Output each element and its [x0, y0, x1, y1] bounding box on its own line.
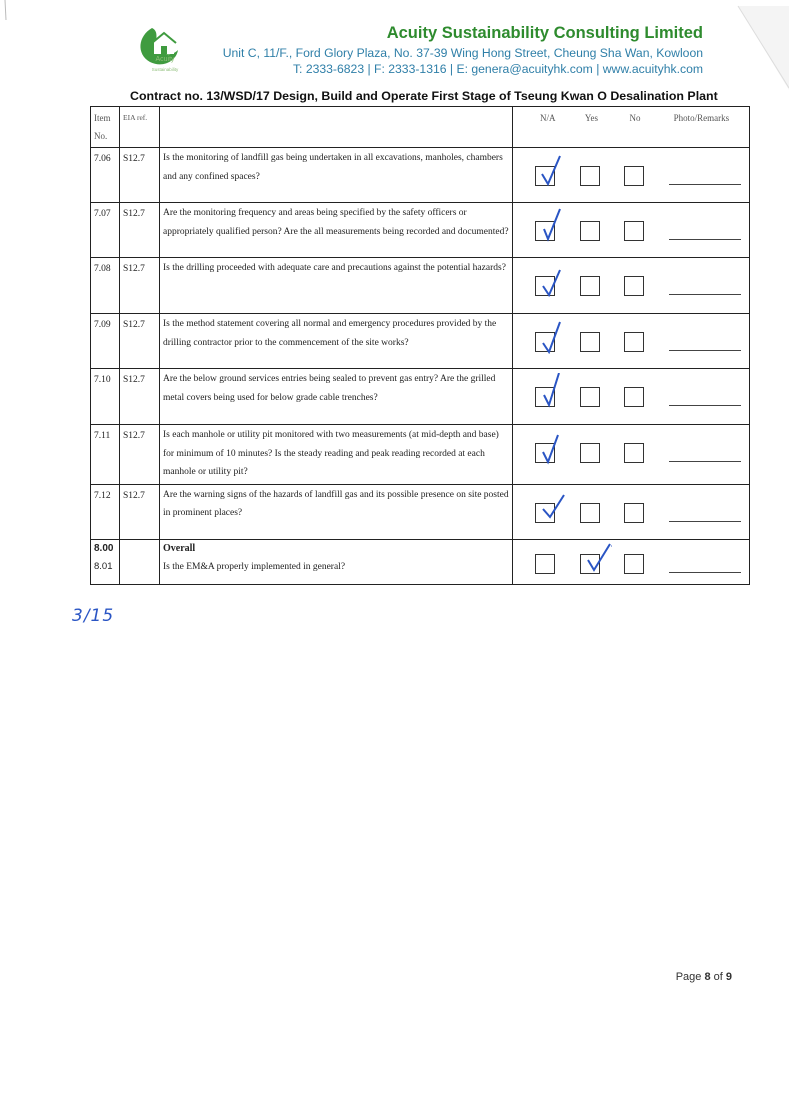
check-mark-icon	[538, 489, 566, 525]
response-options	[516, 205, 746, 235]
response-header	[513, 107, 750, 148]
yes-checkbox[interactable]	[580, 221, 600, 241]
yes-checkbox[interactable]	[580, 276, 600, 296]
response-options	[516, 371, 746, 401]
no-checkbox[interactable]	[624, 503, 644, 523]
response-options	[516, 316, 746, 346]
response-cell	[513, 258, 750, 314]
logo-text: Acuity	[155, 56, 175, 63]
eia-ref: S12.7	[120, 369, 160, 425]
check-mark-icon	[538, 262, 566, 298]
na-checkbox[interactable]	[535, 554, 555, 574]
eia-ref: S12.7	[120, 148, 160, 203]
table-row	[91, 258, 750, 314]
question-text: Are the warning signs of the hazards of landfill gas and its possible presence on site posted in prominent places?	[160, 484, 513, 539]
table-row	[91, 314, 750, 369]
question-text: Is the method statement covering all normal and emergency procedures provided by the drilling contractor prior to the commencement of the site works?	[160, 314, 513, 369]
question-text: Is the drilling proceeded with adequate care and precautions against the potential hazards?	[160, 258, 513, 314]
table-row	[91, 484, 750, 539]
eia-ref: S12.7	[120, 425, 160, 485]
eia-ref: S12.7	[120, 258, 160, 314]
eia-ref: S12.7	[120, 314, 160, 369]
contract-title: Contract no. 13/WSD/17 Design, Build and Operate First Stage of Tseung Kwan O Desalination Plant	[130, 89, 718, 103]
no-checkbox[interactable]	[624, 332, 644, 352]
company-contact: T: 2333-6823 | F: 2333-1316 | E: genera@acuityhk.com | www.acuityhk.com	[292, 62, 703, 76]
no-checkbox[interactable]	[624, 276, 644, 296]
yes-header: Yes	[584, 113, 598, 123]
item-no: 7.12	[91, 484, 120, 539]
page-total: 9	[725, 971, 732, 983]
response-cell	[513, 425, 750, 485]
response-cell	[513, 203, 750, 258]
eia-ref: S12.7	[120, 203, 160, 258]
question-text: Is each manhole or utility pit monitored with two measurements (at mid-depth and base) for minimum of 10 minutes? Is the steady reading and peak reading recorded at each manhole or utility pit?	[160, 425, 513, 485]
eia-ref-header: EIA ref.	[120, 107, 160, 148]
item-no-header	[91, 107, 120, 148]
table-row-overall	[91, 539, 750, 584]
check-mark-icon	[538, 429, 566, 465]
check-mark-icon	[538, 152, 566, 188]
yes-checkbox[interactable]	[580, 387, 600, 407]
no-checkbox[interactable]	[624, 221, 644, 241]
no-header: No	[629, 113, 641, 123]
response-cell	[513, 148, 750, 203]
check-mark-icon	[538, 318, 566, 354]
page-current: 8	[704, 971, 711, 983]
table-row	[91, 148, 750, 203]
page-prefix: Page	[675, 971, 705, 983]
table-row	[91, 203, 750, 258]
response-options	[516, 487, 746, 517]
handwritten-note: 3/15	[72, 606, 115, 626]
logo-subtext: Sustainability	[151, 67, 179, 72]
remarks-line[interactable]	[669, 572, 741, 573]
item-no: 7.11	[91, 425, 120, 485]
table-row	[91, 369, 750, 425]
response-options	[516, 260, 746, 290]
check-mark-icon	[538, 207, 566, 243]
section-number: 8.00	[94, 542, 114, 554]
response-cell	[513, 314, 750, 369]
item-header-line1: Item	[94, 113, 111, 123]
response-options	[516, 150, 746, 180]
remarks-line[interactable]	[669, 461, 741, 462]
item-no: 7.09	[91, 314, 120, 369]
remarks-line[interactable]	[669, 239, 741, 240]
remarks-header: Photo/Remarks	[673, 113, 730, 123]
company-logo	[132, 24, 196, 82]
remarks-line[interactable]	[669, 405, 741, 406]
no-checkbox[interactable]	[624, 443, 644, 463]
response-cell	[513, 369, 750, 425]
remarks-line[interactable]	[669, 521, 741, 522]
item-no: 7.08	[91, 258, 120, 314]
company-name: Acuity Sustainability Consulting Limited	[386, 24, 703, 42]
question-text: Is the monitoring of landfill gas being undertaken in all excavations, manholes, chambers and any confined spaces?	[160, 148, 513, 203]
question-header	[160, 107, 513, 148]
remarks-line[interactable]	[669, 350, 741, 351]
item-no: 7.06	[91, 148, 120, 203]
yes-checkbox[interactable]	[580, 332, 600, 352]
eia-ref: S12.7	[120, 484, 160, 539]
sub-item-number: 8.01	[94, 560, 113, 572]
checklist-table	[90, 106, 750, 585]
no-checkbox[interactable]	[624, 166, 644, 186]
response-cell	[513, 484, 750, 539]
page-middle: of	[710, 971, 726, 983]
overall-question: Is the EM&A properly implemented in general?	[163, 561, 346, 572]
check-mark-icon	[584, 538, 612, 574]
section-title: Overall	[163, 542, 196, 554]
yes-checkbox[interactable]	[580, 443, 600, 463]
response-options	[516, 427, 746, 457]
no-checkbox[interactable]	[624, 387, 644, 407]
item-no	[91, 539, 120, 584]
yes-checkbox[interactable]	[580, 503, 600, 523]
question-text	[160, 539, 513, 584]
eia-ref	[120, 539, 160, 584]
question-text: Are the monitoring frequency and areas being specified by the safety officers or appropriately qualified person? Are the all measurements being recorded and documented?	[160, 203, 513, 258]
table-header-row	[91, 107, 750, 148]
company-address: Unit C, 11/F., Ford Glory Plaza, No. 37-39 Wing Hong Street, Cheung Sha Wan, Kowloon	[222, 46, 703, 60]
yes-checkbox[interactable]	[580, 166, 600, 186]
na-header: N/A	[540, 113, 556, 123]
item-no: 7.07	[91, 203, 120, 258]
item-no: 7.10	[91, 369, 120, 425]
check-mark-icon	[538, 373, 566, 409]
response-options	[516, 542, 746, 572]
item-header-line2: No.	[94, 131, 108, 141]
no-checkbox[interactable]	[624, 554, 644, 574]
question-text: Are the below ground services entries being sealed to prevent gas entry? Are the grilled metal covers being used for below grade cable trenches?	[160, 369, 513, 425]
remarks-line[interactable]	[669, 184, 741, 185]
response-cell	[513, 539, 750, 584]
page-number	[676, 971, 732, 983]
remarks-line[interactable]	[669, 294, 741, 295]
table-row	[91, 425, 750, 485]
